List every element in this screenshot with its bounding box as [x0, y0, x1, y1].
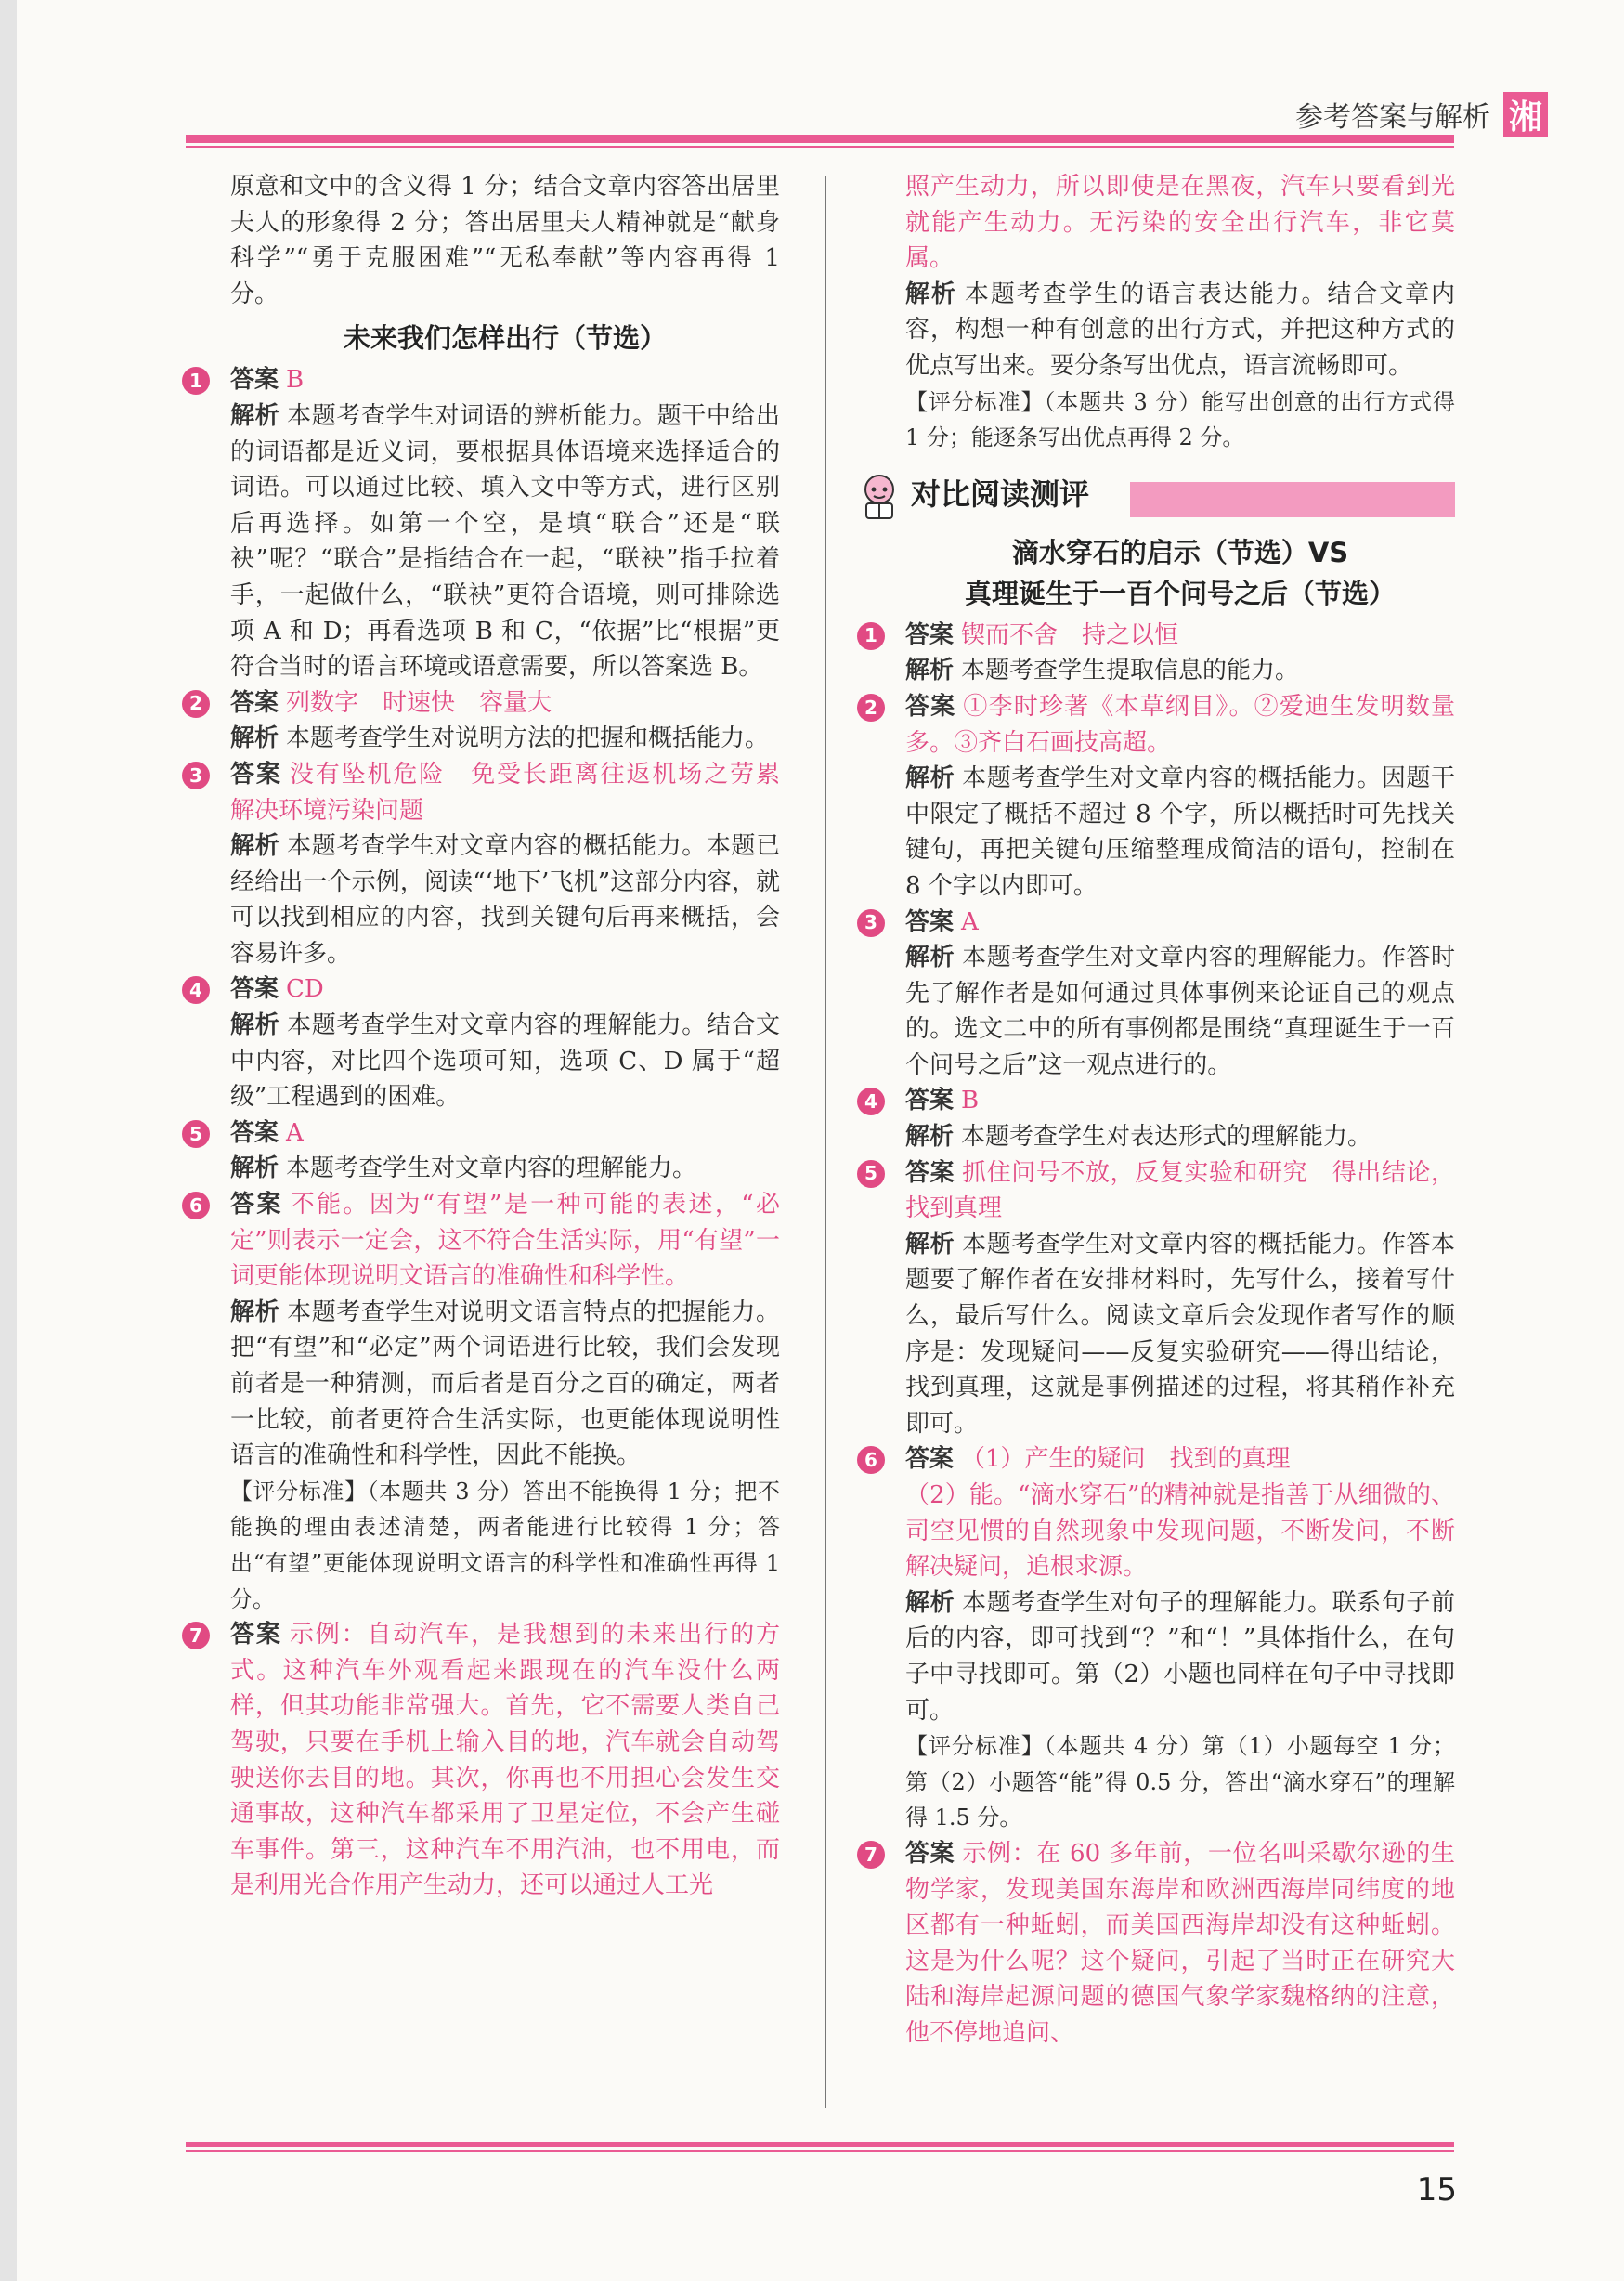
question-6 [189, 1187, 780, 1617]
analysis-label: 解析 [905, 280, 957, 308]
answer-label: 答案 [230, 975, 279, 1004]
answer-text: 锲而不舍 持之以恒 [961, 620, 1179, 649]
intro-text: 原意和文中的含义得 1 分；结合文章内容答出居里夫人的形象得 2 分；答出居里夫人精神就是“献身科学”“勇于克服困难”“无私奉献”等内容再得 1 分。 [230, 173, 780, 308]
column-divider [825, 176, 826, 2108]
analysis-label: 解析 [905, 657, 955, 685]
running-header [1295, 92, 1548, 137]
analysis-text: 本题考查学生对句子的理解能力。联系句子前后的内容，即可找到“？”和“！”具体指什么，在句子中寻找即可。第（2）小题也同样在句子中寻找即可。 [905, 1588, 1455, 1725]
question-number: 5 [182, 1120, 210, 1148]
analysis-label: 解析 [230, 1154, 279, 1183]
analysis-label: 解析 [230, 401, 280, 430]
question-4 [864, 1083, 1455, 1154]
analysis-text: 本题考查学生对文章内容的理解能力。结合文中内容，对比四个选项可知，选项 C、D 属于“超级”工程遇到的困难。 [230, 1011, 780, 1112]
question-number: 3 [182, 762, 210, 789]
analysis-text: 本题考查学生对文章内容的概括能力。作答本题要了解作者在安排材料时，先写什么，接着写什么，最后写什么。阅读文章后会发现作者写作的顺序是：发现疑问——反复实验研究——得出结论，找到真理，这就是事例描述的过程，将其稍作补充即可。 [905, 1230, 1455, 1438]
answer-text-part2: （2）能。“滴水穿石”的精神就是指善于从细微的、司空见惯的自然现象中发现问题，不断发问，不断解决疑问，追根求源。 [905, 1481, 1455, 1582]
question-number: 4 [857, 1088, 885, 1115]
question-number: 4 [182, 976, 210, 1004]
question-number: 6 [857, 1446, 885, 1474]
answer-label: 答案 [905, 1087, 955, 1115]
analysis-label: 解析 [230, 1011, 280, 1040]
question-2 [189, 685, 780, 757]
passage-title-line1: 滴水穿石的启示（节选）VS [1011, 536, 1349, 568]
answer-text: （1）产生的疑问 找到的真理 [961, 1445, 1291, 1474]
analysis-text: 本题考查学生提取信息的能力。 [961, 657, 1300, 685]
question-2 [864, 689, 1455, 905]
analysis-text: 本题考查学生对文章内容的概括能力。本题已经给出一个示例，阅读“‘地下’飞机”这部分内容，就可以找到相应的内容，找到关键句后再来概括，会容易许多。 [230, 832, 780, 968]
bottom-rule [186, 2142, 1454, 2147]
analysis-label: 解析 [230, 1297, 280, 1326]
analysis-text: 本题考查学生对词语的辨析能力。题干中给出的词语都是近义词，要根据具体语境来选择适合的词语。可以通过比较、填入文中等方式，进行区别后再选择。如第一个空，是填“联合”还是“联袂”呢？“联合”是指结合在一起，“联袂”指手拉着手，一起做什么，“联袂”更符合语境，则可排除选项 A 和 D；再看选项 B 和 C，“依据”比“根据”更符合当时的语言环境或语意需要，所以答案选 B。 [230, 401, 780, 682]
passage-title-line2: 真理诞生于一百个问号之后（节选） [964, 577, 1396, 609]
analysis-text: 本题考查学生对文章内容的理解能力。作答时先了解作者是如何通过具体事例来论证自己的观点的。选文二中的所有事例都是围绕“真理诞生于一百个问号之后”这一观点进行的。 [905, 944, 1455, 1079]
section-title: 对比阅读测评 [911, 476, 1090, 512]
question-number: 7 [182, 1622, 210, 1649]
header-title: 参考答案与解析 [1295, 101, 1490, 134]
answer-label: 答案 [905, 907, 955, 936]
question-number: 1 [182, 367, 210, 395]
question-number: 3 [857, 909, 885, 937]
analysis-label: 解析 [905, 1123, 955, 1152]
answer-label: 答案 [230, 1191, 283, 1219]
analysis-label: 解析 [905, 944, 955, 972]
passage-title: 未来我们怎样出行（节选） [343, 322, 667, 355]
answer-label: 答案 [905, 620, 955, 649]
answer-text: B [286, 366, 305, 395]
analysis-label: 解析 [905, 1230, 955, 1258]
answer-text: ①李时珍著《本草纲目》。②爱迪生发明数量多。③齐白石画技高超。 [905, 692, 1455, 757]
page-number: 15 [1416, 2171, 1457, 2209]
question-number: 1 [857, 622, 885, 650]
question-number: 7 [857, 1841, 885, 1869]
answer-continued: 照产生动力，所以即使是在黑夜，汽车只要看到光就能产生动力。无污染的安全出行汽车，非它莫属。 [905, 173, 1455, 273]
analysis-label: 解析 [230, 724, 279, 753]
analysis-text: 本题考查学生对文章内容的概括能力。因题干中限定了概括不超过 8 个字，所以概括时可先找关键句，再把关键句压缩整理成简洁的语句，控制在 8 个字以内即可。 [905, 764, 1455, 900]
answer-text: 示例：自动汽车，是我想到的未来出行的方式。这种汽车外观看起来跟现在的汽车没什么两样，但其功能非常强大。首先，它不需要人类自己驾驶，只要在手机上输入目的地，汽车就会自动驾驶送你去目的地。其次，你再也不用担心会发生交通事故，这种汽车都采用了卫星定位，不会产生碰车事件。第三，这种汽车不用汽油，也不用电，而是利用光合作用产生动力，还可以通过人工光 [230, 1621, 780, 1900]
analysis-label: 解析 [905, 1588, 955, 1617]
answer-label: 答案 [230, 366, 279, 395]
analysis-text: 本题考查学生对文章内容的理解能力。 [286, 1154, 697, 1183]
answer-label: 答案 [230, 688, 279, 717]
top-rule [186, 135, 1454, 143]
answer-label: 答案 [905, 1445, 955, 1474]
left-column [189, 169, 805, 1904]
answer-label: 答案 [230, 1118, 279, 1147]
answer-text: B [961, 1087, 980, 1115]
scoring-standard: 【评分标准】（本题共 4 分）第（1）小题每空 1 分；第（2）小题答“能”得 0.5 分，答出“滴水穿石”的理解得 1.5 分。 [905, 1733, 1455, 1831]
question-number: 6 [182, 1192, 210, 1219]
question-5 [189, 1115, 780, 1187]
question-1 [864, 618, 1455, 689]
answer-text: 抓住问号不放，反复实验和研究 得出结论，找到真理 [905, 1158, 1455, 1223]
top-rule-thin [186, 146, 1454, 148]
header-badge: 湘 [1503, 92, 1548, 137]
question-4 [189, 971, 780, 1114]
page-edge [0, 0, 17, 2281]
reading-girl-icon [859, 473, 900, 521]
question-5 [864, 1155, 1455, 1442]
answer-text: 没有坠机危险 免受长距离往返机场之劳累 解决环境污染问题 [230, 760, 805, 825]
analysis-label: 解析 [230, 832, 280, 861]
answer-label: 答案 [905, 1839, 955, 1868]
answer-text: CD [286, 975, 324, 1004]
answer-label: 答案 [230, 760, 282, 789]
question-1 [189, 362, 780, 684]
answer-text: A [286, 1118, 304, 1147]
analysis-label: 解析 [905, 764, 955, 793]
question-7 [864, 1836, 1455, 2052]
analysis-text: 本题考查学生对说明文语言特点的把握能力。把“有望”和“必定”两个词语进行比较，我们会发现前者是一种猜测，而后者是百分之百的确定，两者一比较，前者更符合生活实际，也更能体现说明性语言的准确性和科学性，因此不能换。 [230, 1297, 780, 1470]
section-header [905, 471, 1455, 527]
answer-text: 不能。因为“有望”是一种可能的表述，“必定”则表示一定会，这不符合生活实际，用“有望”一词更能体现说明文语言的准确性和科学性。 [230, 1191, 780, 1291]
analysis-text: 本题考查学生对表达形式的理解能力。 [961, 1123, 1372, 1152]
answer-text: A [961, 907, 979, 936]
question-3 [864, 905, 1455, 1084]
question-number: 2 [857, 694, 885, 722]
question-7 [189, 1617, 780, 1904]
section-bar [1130, 482, 1455, 517]
question-3 [189, 757, 805, 972]
analysis-text: 本题考查学生对说明方法的把握和概括能力。 [286, 724, 770, 753]
question-6 [864, 1441, 1455, 1836]
answer-label: 答案 [230, 1621, 282, 1649]
question-number: 2 [182, 690, 210, 718]
answer-label: 答案 [905, 692, 956, 721]
scoring-standard: 【评分标准】（本题共 3 分）答出不能换得 1 分；把不能换的理由表述清楚，两者能进行比较得 1 分；答出“有望”更能体现说明文语言的科学性和准确性再得 1 分。 [230, 1478, 780, 1612]
right-column [864, 169, 1455, 2052]
answer-text: 示例：在 60 多年前，一位名叫采歇尔逊的生物学家，发现美国东海岸和欧洲西海岸同纬度的地区都有一种蚯蚓，而美国西海岸却没有这种蚯蚓。这是为什么呢？这个疑问，引起了当时正在研究大陆和海岸起源问题的德国气象学家魏格纳的注意，他不停地追问、 [905, 1839, 1455, 2047]
answer-label: 答案 [905, 1158, 955, 1187]
bottom-rule-thin [186, 2150, 1454, 2152]
analysis-text: 本题考查学生的语言表达能力。结合文章内容，构想一种有创意的出行方式，并把这种方式的优点写出来。要分条写出优点，语言流畅即可。 [905, 280, 1455, 380]
scoring-standard: 【评分标准】（本题共 3 分）能写出创意的出行方式得 1 分；能逐条写出优点再得 2 分。 [905, 388, 1455, 451]
answer-text: 列数字 时速快 容量大 [286, 688, 552, 717]
question-number: 5 [857, 1160, 885, 1188]
